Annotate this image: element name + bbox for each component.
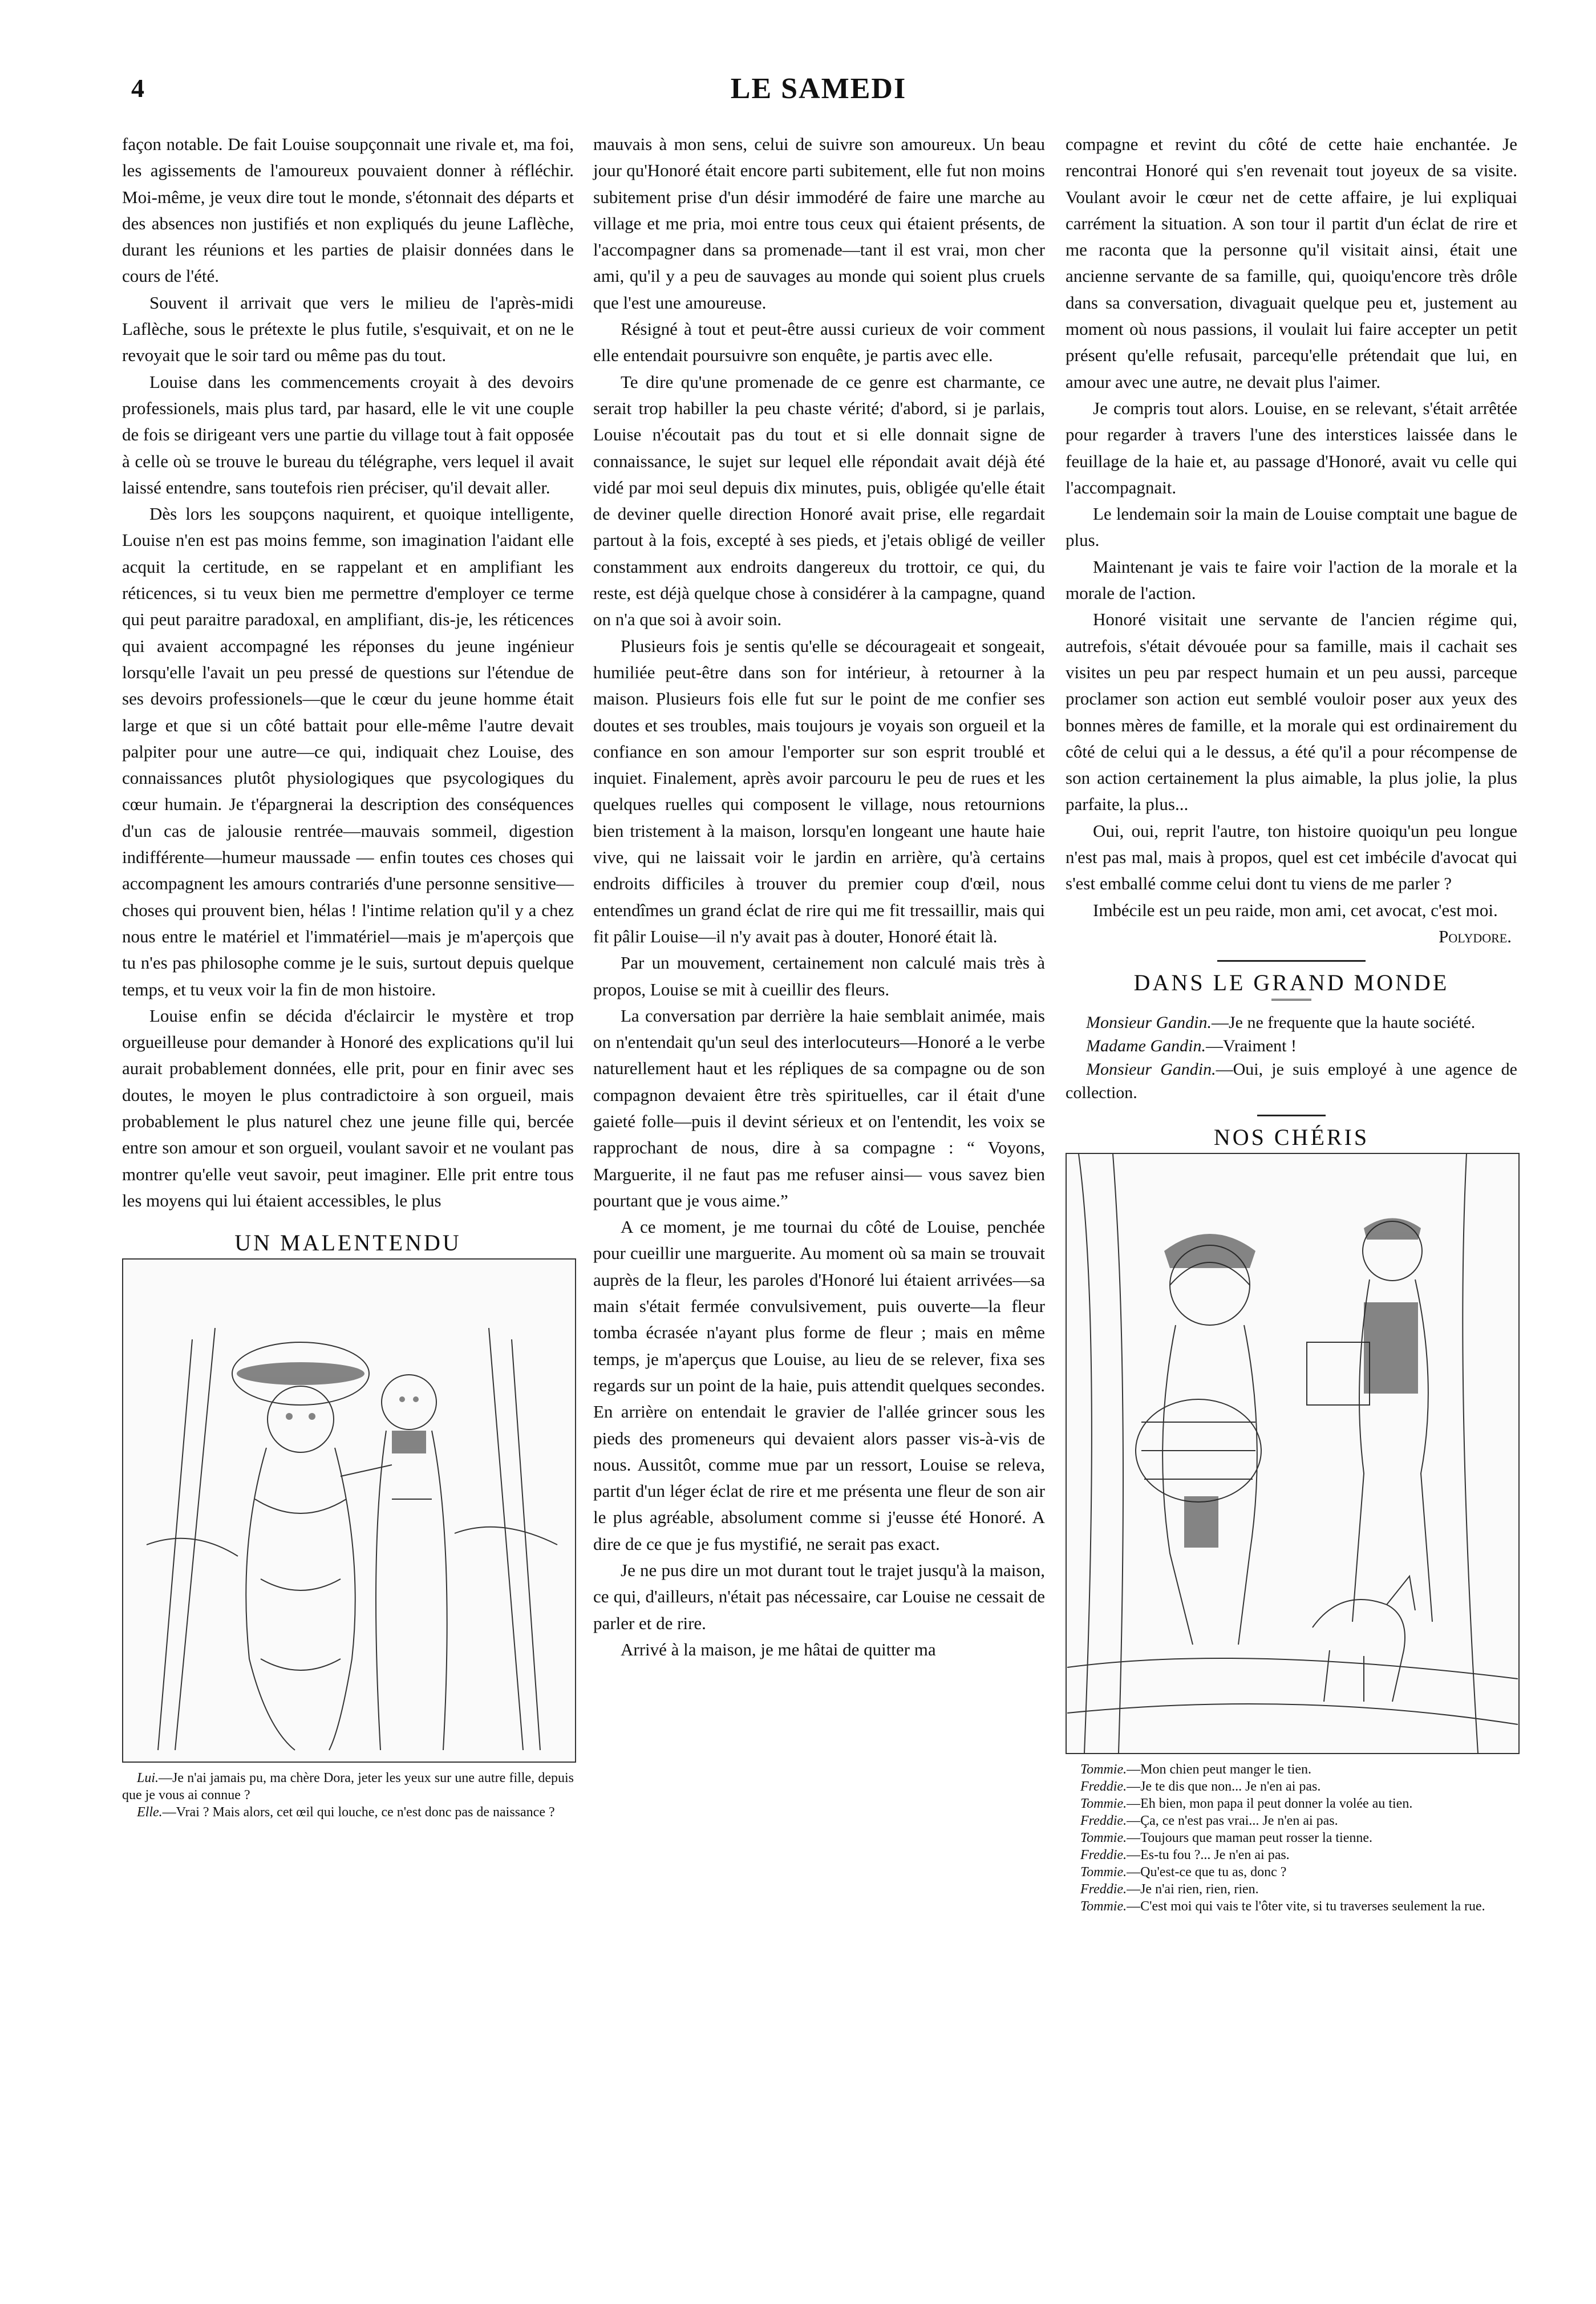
caption-speaker: Freddie. — [1080, 1881, 1127, 1897]
dialog-text: —Vraiment ! — [1205, 1036, 1297, 1055]
dialog-text: —Oui, je suis employé à une agence de collection. — [1066, 1059, 1517, 1102]
caption-line — [1066, 1847, 1517, 1864]
caption-line — [1066, 1829, 1517, 1847]
caption-line — [1066, 1864, 1517, 1881]
illustration-caption — [122, 1769, 574, 1821]
caption-speaker: Freddie. — [1080, 1779, 1127, 1794]
paragraph: Par un mouvement, certainement non calculé mais très à propos, Louise se mit à cueillir des fleurs. — [593, 953, 1045, 999]
divider — [1257, 1115, 1326, 1116]
page-number: 4 — [131, 74, 144, 103]
caption-line — [1066, 1881, 1517, 1898]
masthead: LE SAMEDI — [730, 72, 907, 105]
divider — [1217, 960, 1366, 962]
dialog-line — [1066, 1034, 1517, 1058]
paragraph: Te dire qu'une promenade de ce genre est charmante, ce serait trop habiller la peu chaste vérité; d'abord, si je parlais, Louise n'écoutait pas du tout et si elle donnait signe de connaissance, le sujet sur lequel elle répondait avait déjà été vidé par moi seul depuis dix minutes, puis, obligée qu'elle était de deviner quelle direction Honoré avait prise, elle regardait partout à la fois, excepté à ses pieds, et j'etais obligé de veiller constamment aux endroits dangereux du trottoir, ce qui, du reste, est déjà quelque chose à considérer à la campagne, quand on n'a que soi à avoir soin. — [593, 371, 1045, 630]
column-3 — [1066, 131, 1517, 1915]
caption-text: —Je te dis que non... Je n'en ai pas. — [1127, 1779, 1321, 1794]
divider — [1271, 999, 1311, 1003]
caption-text: —Vrai ? Mais alors, cet œil qui louche, ce n'est donc pas de naissance ? — [162, 1805, 555, 1820]
caption-speaker: Elle. — [137, 1805, 163, 1820]
column-1 — [122, 131, 574, 1821]
paragraph: A ce moment, je me tournai du côté de Louise, penchée pour cueillir une marguerite. Au moment où sa main se trouvait auprès de la fleur, les paroles d'Honoré lui étaient arrivées—sa main s'était fermée convulsivement, puis ouverte—la fleur tomba écrasée n'ayant plus forme de fleur ; mais en même temps, je m'aperçus que Louise, au lieu de se relever, fixa ses regards sur un point de la haie, puis attendit quelques secondes. En arrière on entendait le gravier de l'allée grincer sous les pieds des promeneurs qui devaient alors passer vis-à-vis de nous. Aussitôt, comme mue par un ressort, Louise se releva, partit d'un léger éclat de rire et me présenta une fleur de son air le plus agréable, absolument comme si j'eusse été Honoré. A dire de ce que je fus mystifié, ne serait pas exact. — [593, 1217, 1045, 1554]
paragraph: Imbécile est un peu raide, mon ami, cet avocat, c'est moi. — [1093, 900, 1498, 920]
page-header — [114, 67, 1523, 119]
paragraph: façon notable. De fait Louise soupçonnait une rivale et, ma foi, les agissements de l'amoureux pouvaient donner à réfléchir. Moi-même, je veux dire tout le monde, s'étonnait des départs et des absences non justifiés et non expliqués du jeune Laflèche, durant les réunions et les parties de plaisir données dans le cours de l'été. — [122, 134, 574, 286]
caption-text: —Mon chien peut manger le tien. — [1127, 1762, 1312, 1777]
caption-text: —Je n'ai rien, rien, rien. — [1127, 1881, 1259, 1897]
dialog-line — [1066, 1058, 1517, 1104]
boys-and-dog-sketch-image — [1067, 1154, 1518, 1753]
caption-speaker: Tommie. — [1080, 1898, 1127, 1914]
paragraph: Souvent il arrivait que vers le milieu de l'après-midi Laflèche, sous le prétexte le plus futile, s'esquivait, et on ne le revoyait que le soir tard ou même pas du tout. — [122, 292, 574, 366]
dialog-text: —Je ne frequente que la haute société. — [1212, 1013, 1476, 1032]
signature: Polydore. — [1439, 926, 1512, 946]
paragraph: compagne et revint du côté de cette haie enchantée. Je rencontrai Honoré qui s'en revenait tout joyeux de sa visite. Voulant avoir le cœur net de cette affaire, je lui expliquai carrément la situation. A son tour il partit d'un éclat de rire et me raconta que la personne qu'il visitait ainsi, était une ancienne servante de sa famille, qui, quoiqu'encore très drôle dans sa conversation, divaguait quelque peu et, justement au moment où nous passions, il voulait lui faire accepter un petit présent qu'elle refusait, parcequ'elle prétendait que lui, en amour avec une autre, ne devait plus l'aimer. — [1066, 134, 1517, 392]
dialog-speaker: Madame Gandin. — [1086, 1036, 1206, 1055]
paragraph: Arrivé à la maison, je me hâtai de quitter ma — [621, 1639, 936, 1659]
couple-sketch-image — [123, 1260, 575, 1762]
paragraph: Résigné à tout et peut-être aussi curieux de voir comment elle entendait poursuivre son enquête, je partis avec elle. — [593, 319, 1045, 366]
caption-speaker: Tommie. — [1080, 1830, 1127, 1845]
caption-line — [1066, 1795, 1517, 1812]
paragraph: mauvais à mon sens, celui de suivre son amoureux. Un beau jour qu'Honoré était encore parti subitement, elle fut non moins subitement prise d'un désir immodéré de faire une marche au village et me pria, moi entre tous ceux qui étaient présents, de l'accompagner dans sa promenade—tant il est vrai, mon cher ami, qu'il y a peu de sauvages au monde qui soient plus cruels que l'est une amoureuse. — [593, 134, 1045, 313]
caption-speaker: Tommie. — [1080, 1796, 1127, 1811]
caption-line — [1066, 1761, 1517, 1778]
paragraph: La conversation par derrière la haie semblait animée, mais on n'entendait qu'un seul des interlocuteurs—Honoré a le verbe naturellement haut et les répliques de sa compagne ou de son compagnon devaient être très spirituelles, car il était d'une gaieté folle—puis il devint sérieux et on l'entendit, les voix se rapprochant de nous, dire à sa compagne : “ Voyons, Marguerite, il ne faut pas me refuser ainsi— vous savez bien pourtant que je vous aime.” — [593, 1005, 1045, 1210]
paragraph: Je compris tout alors. Louise, en se relevant, s'était arrêtée pour regarder à travers l'une des interstices laissée dans le feuillage de la haie et, au passage d'Honoré, avait vu celle qui l'accompagnait. — [1066, 398, 1517, 497]
caption-text: —C'est moi qui vais te l'ôter vite, si tu traverses seulement la rue. — [1127, 1898, 1485, 1914]
caption-speaker: Freddie. — [1080, 1847, 1127, 1862]
dialog-block — [1066, 1011, 1517, 1104]
paragraph: Je ne pus dire un mot durant tout le trajet jusqu'à la maison, ce qui, d'ailleurs, n'était pas nécessaire, car Louise ne cessait de parler et de rire. — [593, 1560, 1045, 1633]
dialog-speaker: Monsieur Gandin. — [1086, 1059, 1216, 1079]
caption-text: —Toujours que maman peut rosser la tienne. — [1127, 1830, 1373, 1845]
caption-speaker: Freddie. — [1080, 1813, 1127, 1828]
caption-line — [122, 1804, 574, 1821]
illustration-title: UN MALENTENDU — [234, 1230, 461, 1256]
caption-line — [1066, 1778, 1517, 1795]
caption-text: —Je n'ai jamais pu, ma chère Dora, jeter les yeux sur une autre fille, depuis que je vous ai connue ? — [122, 1771, 574, 1803]
paragraph: Louise dans les commencements croyait à des devoirs professionels, mais plus tard, par hasard, elle le vit une couple de fois se dirigeant vers une partie du village tout à fait opposée à celle où se trouve le bureau du télégraphe, vers lequel il avait laissé entendre, sans toutefois rien préciser, qu'il devait aller. — [122, 371, 574, 497]
dialog-speaker: Monsieur Gandin. — [1086, 1013, 1212, 1032]
illustration-title: NOS CHÉRIS — [1213, 1124, 1370, 1150]
paragraph: Honoré visitait une servante de l'ancien régime qui, autrefois, s'était dévouée pour sa famille, mais il cachait ses visites un peu par respect humain et un peu aussi, parceque proclamer son action eut semblé vouloir poser aux yeux des bonnes mères de famille, et la morale qui est ordinairement du côté de celui qui a le dessus, a été qu'il a pour récompense de son action certainement la plus aimable, la plus jolie, la plus parfaite, la plus... — [1066, 609, 1517, 815]
paragraph: Oui, oui, reprit l'autre, ton histoire quoiqu'un peu longue n'est pas mal, mais à propos, quel est cet imbécile d'avocat qui s'est emballé comme celui dont tu viens de me parler ? — [1066, 820, 1517, 894]
caption-text: —Qu'est-ce que tu as, donc ? — [1127, 1864, 1287, 1880]
caption-text: —Ça, ce n'est pas vrai... Je n'en ai pas. — [1127, 1813, 1338, 1828]
caption-line — [122, 1769, 574, 1804]
paragraph: Plusieurs fois je sentis qu'elle se décourageait et songeait, humiliée peut-être dans son for intérieur, à retourner à la maison. Plusieurs fois elle fut sur le point de me confier ses doutes et ses troubles, mais toujours je voyais son orgueil et la confiance en son amour l'emporter sur son esprit troublé et inquiet. Finalement, après avoir parcouru le peu de rues et les quelques ruelles qui composent le village, nous retournions bien tristement à la maison, lorsqu'en longeant une haute haie vive, qui ne laissait voir le jardin en arrière, qu'à certains endroits difficiles à trouver du premier coup d'œil, nous entendîmes un grand éclat de rire qui me fit tressaillir, mais qui fit pâlir Louise—il n'y avait pas à douter, Honoré était là. — [593, 635, 1045, 946]
caption-speaker: Lui. — [137, 1771, 159, 1786]
caption-text: —Eh bien, mon papa il peut donner la volée au tien. — [1127, 1796, 1413, 1811]
illustration-un-malentendu — [122, 1258, 576, 1763]
paragraph: Maintenant je vais te faire voir l'action de la morale et la morale de l'action. — [1066, 556, 1517, 604]
illustration-nos-cheris — [1066, 1153, 1520, 1754]
caption-text: —Es-tu fou ?... Je n'en ai pas. — [1127, 1847, 1290, 1862]
dialog-line — [1066, 1011, 1517, 1034]
caption-line — [1066, 1812, 1517, 1829]
caption-speaker: Tommie. — [1080, 1864, 1127, 1880]
caption-line — [1066, 1898, 1517, 1915]
paragraph: Le lendemain soir la main de Louise comptait une bague de plus. — [1066, 504, 1517, 550]
caption-speaker: Tommie. — [1080, 1762, 1127, 1777]
paragraph: Louise enfin se décida d'éclaircir le mystère et trop orgueilleuse pour demander à Honoré des explications qu'il lui aurait probablement données, elle prit, pour en finir avec ses doutes, le moyen le plus contradictoire à son orgueil, mais probablement le plus naturel chez une jeune fille qui, bercée entre son amour et son orgueil, voulant savoir et ne voulant pas montrer qu'elle veut savoir, peut imaginer. Elle prit entre tous les moyens qui lui étaient accessibles, le plus — [122, 1005, 574, 1210]
column-2 — [593, 131, 1045, 1663]
section-title: DANS LE GRAND MONDE — [1133, 970, 1449, 996]
illustration-caption — [1066, 1761, 1517, 1915]
paragraph: Dès lors les soupçons naquirent, et quoique intelligente, Louise n'en est pas moins femme, son imagination l'aidant elle acquit la certitude, en se rappelant et en amplifiant les réticences, si tu veux bien me permettre d'employer ce terme qui peut paraitre paradoxal, en amplifiant, dis-je, les réticences qui avaient accompagné les réponses du jeune ingénieur lorsqu'elle l'avait un peu pressé de questions sur l'étendue de ses devoirs professionels—que le cœur du jeune homme était large et que si un côté battait pour elle-même l'autre devait palpiter pour une autre—ce qui, indiquait chez Louise, des connaissances plutôt physiologiques que psycologiques du cœur humain. Je t'épargnerai la description des conséquences d'un cas de jalousie rentrée—mauvais sommeil, digestion indifférente—humeur maussade — enfin toutes ces choses qui accompagnent les amours contrariés d'une personne sensitive—choses qui prouvent bien, hélas ! l'intime relation qu'il y a chez nous entre le matériel et l'immatériel—mais je m'aperçois que tu n'es pas philosophe comme je le suis, surtout depuis quelque temps, et tu veux voir la fin de mon histoire. — [122, 504, 574, 999]
